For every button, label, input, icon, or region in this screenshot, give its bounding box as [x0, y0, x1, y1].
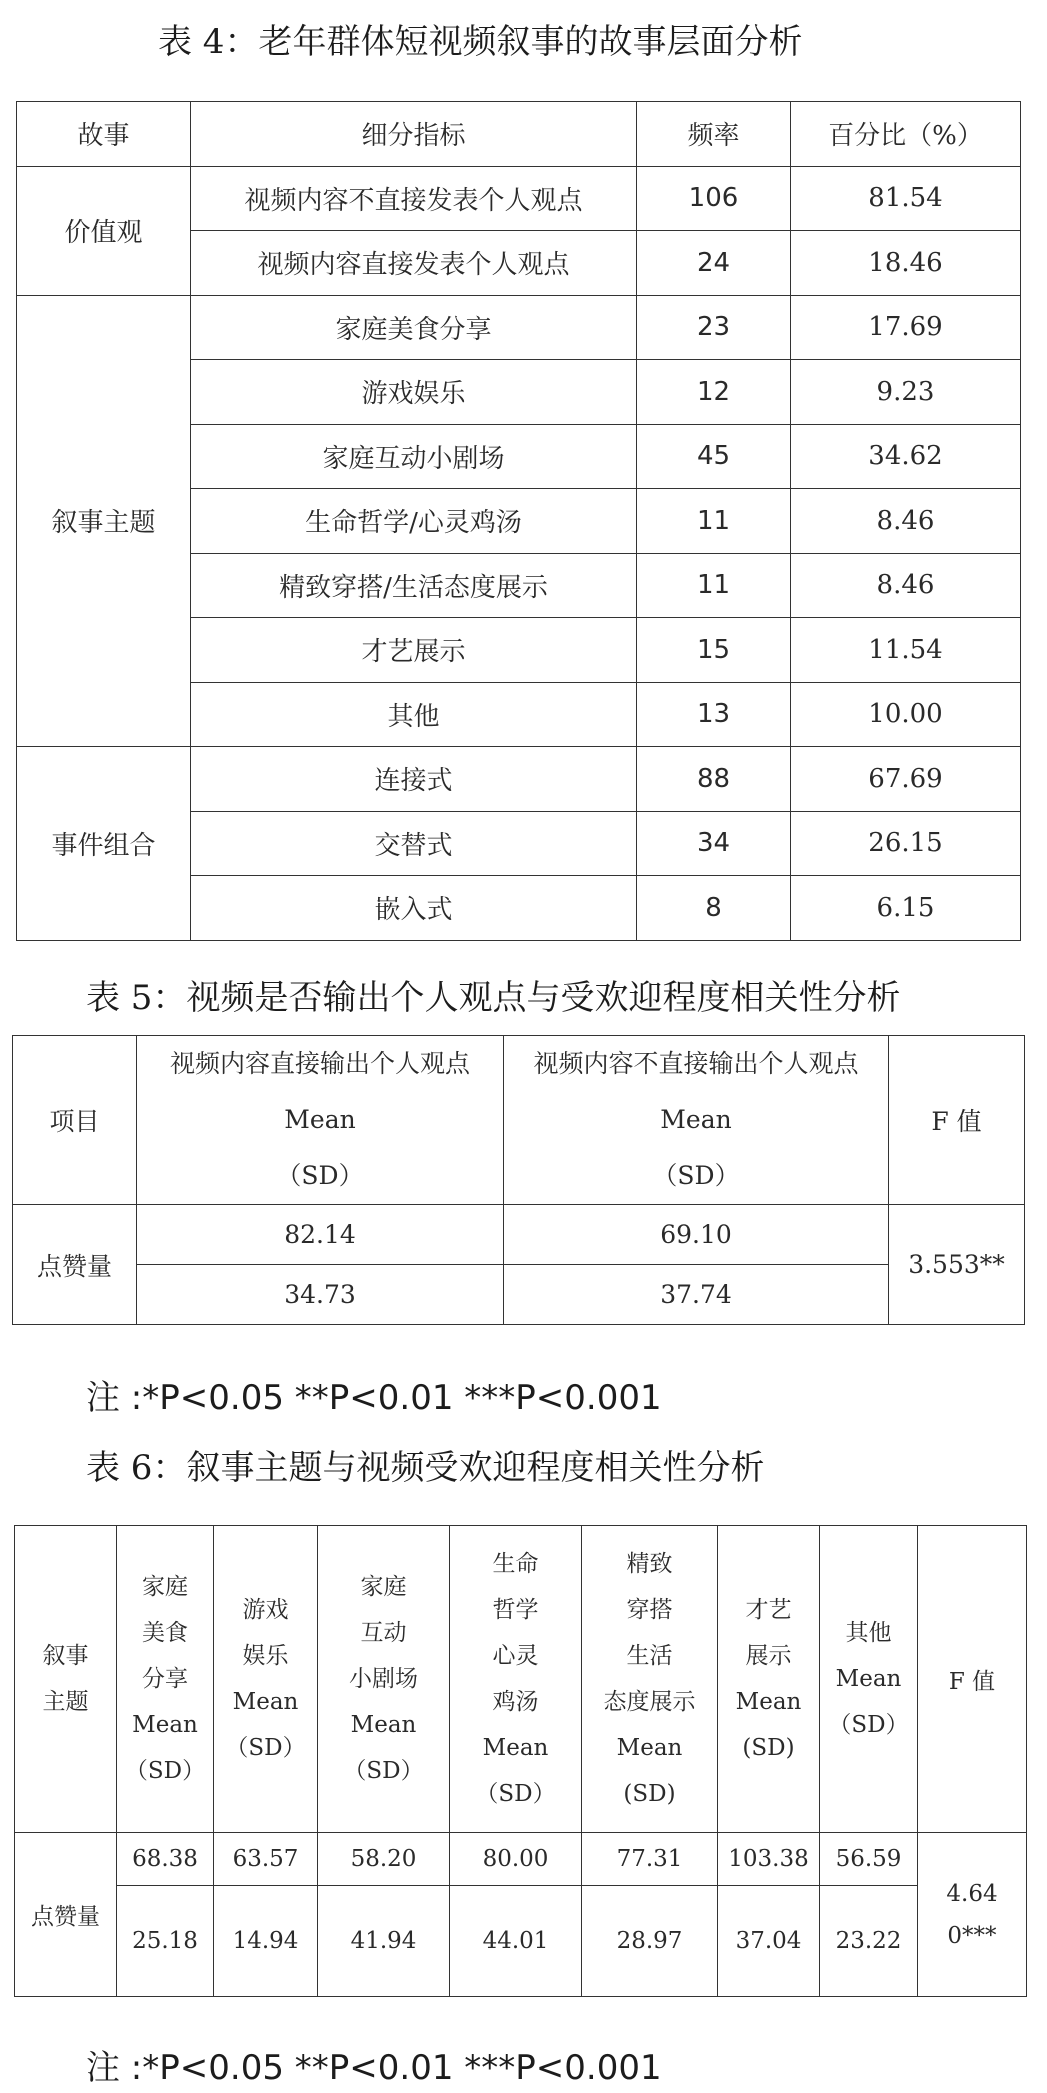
table6-mean: 56.59	[820, 1833, 918, 1886]
table4-header-frequency: 频率	[637, 102, 791, 167]
table5-sd1: 34.73	[137, 1265, 504, 1325]
table4-freq: 12	[637, 360, 791, 425]
table-row	[13, 1265, 1025, 1325]
table4-pct: 8.46	[791, 553, 1021, 618]
header-line: Mean	[482, 1735, 549, 1761]
table6-f-value	[918, 1833, 1027, 1997]
table4-indicator: 交替式	[191, 811, 637, 876]
table6-sd: 44.01	[450, 1886, 582, 1997]
header-line: 娱乐	[242, 1643, 289, 1669]
table-row	[13, 1205, 1025, 1265]
table4-indicator: 家庭互动小剧场	[191, 424, 637, 489]
table4-pct: 6.15	[791, 876, 1021, 941]
table-row	[15, 1886, 1027, 1997]
header-line: 家庭	[360, 1574, 407, 1600]
header-line: 互动	[360, 1620, 407, 1646]
header-line: 家庭	[142, 1574, 188, 1600]
table6-header-col	[318, 1526, 450, 1833]
header-line: Mean	[232, 1689, 299, 1715]
table6-mean: 63.57	[214, 1833, 318, 1886]
table4-pct: 8.46	[791, 489, 1021, 554]
table6-topic-line: 主题	[42, 1689, 89, 1715]
table4-indicator: 家庭美食分享	[191, 295, 637, 360]
table6-mean: 77.31	[582, 1833, 718, 1886]
table4-header-row	[17, 102, 1021, 167]
table4-freq: 8	[637, 876, 791, 941]
table4-freq: 45	[637, 424, 791, 489]
table4-indicator: 嵌入式	[191, 876, 637, 941]
table6-header-col	[450, 1526, 582, 1833]
table6-mean: 80.00	[450, 1833, 582, 1886]
table4-freq: 11	[637, 553, 791, 618]
table5-caption: 表 5：视频是否输出个人观点与受欢迎程度相关性分析	[86, 978, 901, 1018]
table4-pct: 10.00	[791, 682, 1021, 747]
table4-freq: 106	[637, 166, 791, 231]
header-line: 其他	[845, 1620, 892, 1646]
table4-freq: 34	[637, 811, 791, 876]
table4-indicator: 精致穿搭/生活态度展示	[191, 553, 637, 618]
table4-freq: 24	[637, 231, 791, 296]
header-line: 哲学	[492, 1597, 539, 1623]
table5-header-item: 项目	[13, 1036, 137, 1205]
table-row	[17, 166, 1021, 231]
table4-group-label: 价值观	[17, 166, 191, 295]
header-line: (SD)	[623, 1781, 676, 1807]
table5-header-row	[13, 1036, 1025, 1205]
table4-pct: 9.23	[791, 360, 1021, 425]
table6-topic-line: 叙事	[42, 1643, 89, 1669]
table6-header-col	[718, 1526, 820, 1833]
table5-header-f: F 值	[889, 1036, 1025, 1205]
table6-sd: 14.94	[214, 1886, 318, 1997]
table-row	[17, 747, 1021, 812]
header-line: 才艺	[745, 1597, 792, 1623]
table4-indicator: 才艺展示	[191, 618, 637, 683]
significance-note: 注 :*P<0.05 **P<0.01 ***P<0.001	[86, 1378, 662, 1418]
header-line: 鸡汤	[492, 1689, 539, 1715]
table6-mean: 58.20	[318, 1833, 450, 1886]
table5-header-col1	[137, 1036, 504, 1205]
table5-col2-mean: Mean	[660, 1105, 732, 1134]
table4-indicator: 生命哲学/心灵鸡汤	[191, 489, 637, 554]
table6-header-col	[214, 1526, 318, 1833]
table6-sd: 23.22	[820, 1886, 918, 1997]
table6-header-row	[15, 1526, 1027, 1833]
table-row	[17, 295, 1021, 360]
table4-pct: 18.46	[791, 231, 1021, 296]
header-line: 生命	[492, 1551, 539, 1577]
table6-sd: 41.94	[318, 1886, 450, 1997]
table4-indicator: 其他	[191, 682, 637, 747]
table4-pct: 11.54	[791, 618, 1021, 683]
header-line: （SD）	[475, 1781, 556, 1807]
table6-header-col	[820, 1526, 918, 1833]
table5-header-col2	[504, 1036, 889, 1205]
header-line: 分享	[142, 1666, 188, 1692]
table4-freq: 15	[637, 618, 791, 683]
header-line: 态度展示	[603, 1689, 696, 1715]
table4-group-label: 叙事主题	[17, 295, 191, 747]
table4-indicator: 视频内容不直接发表个人观点	[191, 166, 637, 231]
table4-header-indicator: 细分指标	[191, 102, 637, 167]
table4-freq: 13	[637, 682, 791, 747]
table5-sd2: 37.74	[504, 1265, 889, 1325]
table6-header-topic	[15, 1526, 117, 1833]
header-line: （SD）	[225, 1735, 306, 1761]
header-line: 生活	[626, 1643, 673, 1669]
header-line: （SD）	[343, 1758, 424, 1784]
table4-pct: 67.69	[791, 747, 1021, 812]
header-line: 精致	[626, 1551, 673, 1577]
table4-pct: 34.62	[791, 424, 1021, 489]
table6	[14, 1525, 1027, 1997]
header-line: 小剧场	[349, 1666, 418, 1692]
header-line: Mean	[835, 1666, 902, 1692]
header-line: （SD）	[828, 1712, 909, 1738]
table5-col2-title: 视频内容不直接输出个人观点	[533, 1049, 859, 1078]
table5-col2-sd: （SD）	[652, 1161, 740, 1190]
table5-mean2: 69.10	[504, 1205, 889, 1265]
table6-header-col	[582, 1526, 718, 1833]
header-line: 游戏	[242, 1597, 289, 1623]
table4-freq: 88	[637, 747, 791, 812]
table4-indicator: 视频内容直接发表个人观点	[191, 231, 637, 296]
header-line: （SD）	[124, 1758, 206, 1784]
table4-indicator: 连接式	[191, 747, 637, 812]
header-line: 美食	[142, 1620, 188, 1646]
header-line: 展示	[745, 1643, 792, 1669]
table5-row-label: 点赞量	[13, 1205, 137, 1325]
table4-indicator: 游戏娱乐	[191, 360, 637, 425]
table4-header-percent: 百分比（%）	[791, 102, 1021, 167]
table4-pct: 17.69	[791, 295, 1021, 360]
table5	[12, 1035, 1025, 1325]
table4-caption: 表 4：老年群体短视频叙事的故事层面分析	[158, 22, 803, 62]
header-line: (SD)	[742, 1735, 795, 1761]
header-line: Mean	[350, 1712, 417, 1738]
table6-row-label: 点赞量	[15, 1833, 117, 1997]
table6-f-line: 0***	[947, 1922, 997, 1949]
table6-f-line: 4.64	[946, 1880, 998, 1907]
table5-mean1: 82.14	[137, 1205, 504, 1265]
table6-mean: 103.38	[718, 1833, 820, 1886]
table4-header-story: 故事	[17, 102, 191, 167]
table4	[16, 101, 1021, 941]
table6-caption: 表 6：叙事主题与视频受欢迎程度相关性分析	[86, 1448, 765, 1488]
table-row	[15, 1833, 1027, 1886]
table5-col1-sd: （SD）	[276, 1161, 364, 1190]
table6-sd: 37.04	[718, 1886, 820, 1997]
table4-group-label: 事件组合	[17, 747, 191, 941]
header-line: 心灵	[492, 1643, 539, 1669]
header-line: Mean	[735, 1689, 802, 1715]
table6-header-col	[117, 1526, 214, 1833]
table5-col1-mean: Mean	[284, 1105, 356, 1134]
header-line: Mean	[132, 1712, 198, 1738]
header-line: Mean	[616, 1735, 683, 1761]
table4-pct: 81.54	[791, 166, 1021, 231]
table6-mean: 68.38	[117, 1833, 214, 1886]
header-line: 穿搭	[626, 1597, 673, 1623]
table5-col1-title: 视频内容直接输出个人观点	[169, 1049, 470, 1078]
table4-freq: 23	[637, 295, 791, 360]
table6-header-f: F 值	[918, 1526, 1027, 1833]
table6-sd: 28.97	[582, 1886, 718, 1997]
table4-freq: 11	[637, 489, 791, 554]
table5-f-value: 3.553**	[889, 1205, 1025, 1325]
table6-sd: 25.18	[117, 1886, 214, 1997]
table4-pct: 26.15	[791, 811, 1021, 876]
significance-note: 注 :*P<0.05 **P<0.01 ***P<0.001	[86, 2048, 662, 2088]
